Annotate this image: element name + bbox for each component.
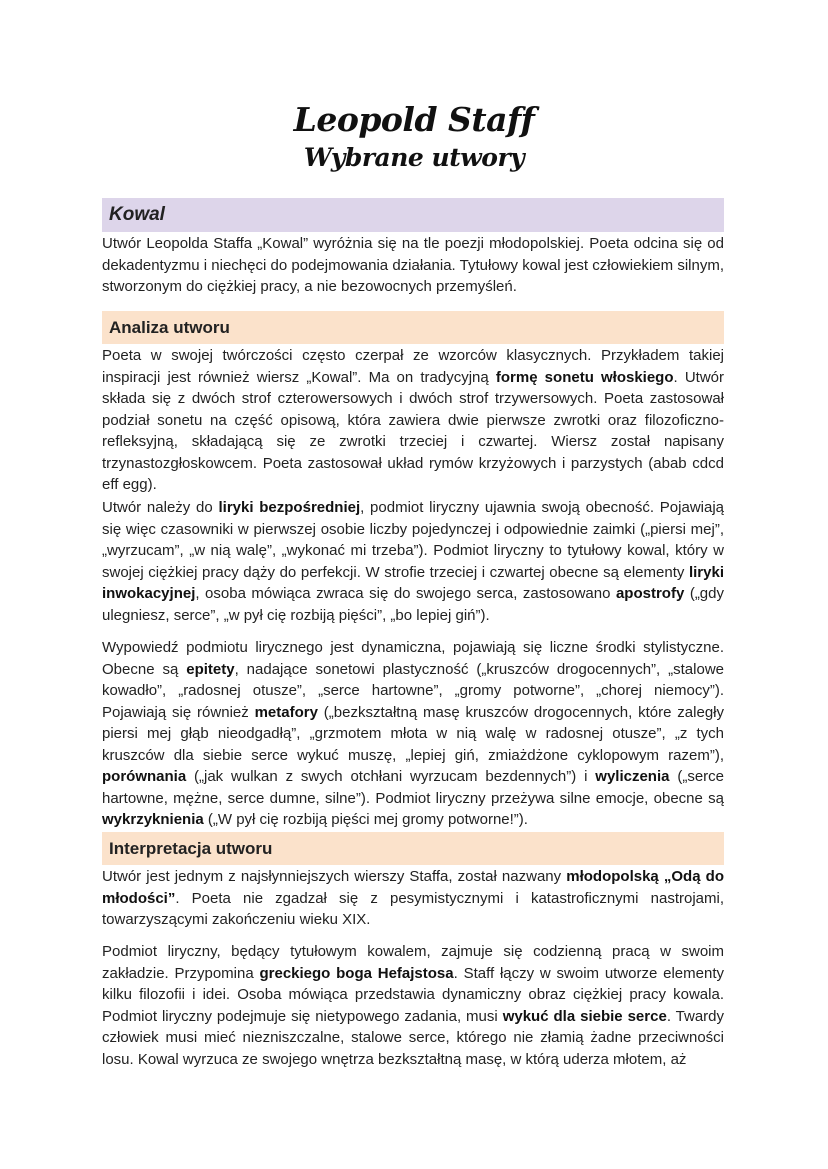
- term-porownania: porównania: [102, 768, 187, 785]
- section-heading-kowal: Kowal: [102, 198, 724, 232]
- term-liryka-bezposrednia: liryki bezpośredniej: [218, 499, 361, 516]
- term-hefajstos: greckiego boga Hefajstosa: [259, 964, 454, 982]
- interpretacja-paragraph-2: Podmiot liryczny, będący tytułowym kowalem, zajmuje się codzienną pracą w swoim zakładzie. Przypomina greckiego boga Hefajstosa. Staff łączy w swoim utworze elementy kilku filozofii i idei. Osoba mówiąca przedstawia dynamiczny obraz ciężkiej pracy kowala. Podmiot liryczny podejmuje się nietypowego zadania, musi wykuć dla siebie serce. Twardy człowiek musi mieć niezniszczalne, stalowe serce, którego nie złamią żadne przeciwności losu. Kowal wyrzuca ze swojego wnętrza bezkształtną masę, w którą uderza młotem, aż: [102, 943, 725, 1068]
- analiza-paragraph-2: Utwór należy do liryki bezpośredniej, podmiot liryczny ujawnia swoją obecność. Pojawiają się więc czasowniki w pierwszej osobie liczby pojedynczej i odpowiednie zaimki („piersi mej”, „wyrzucam”, „w nią walę”, „wykonać mi trzeba”). Podmiot liryczny to tytułowy kowal, który w swojej ciężkiej pracy dąży do perfekcji. W strofie trzeciej i czwartej obecne są elementy liryki inwokacyjnej, osoba mówiąca zwraca się do swojego serca, zastosowano apostrofy („gdy ulegniesz, serce”, „w pył cię rozbiją pięści”, „bo lepiej giń”).: [102, 499, 724, 624]
- analiza-paragraph-1: Poeta w swojej twórczości często czerpał ze wzorców klasycznych. Przykładem takiej inspiracji jest również wiersz „Kowal”. Ma on tradycyjną formę sonetu włoskiego. Utwór składa się z dwóch strof czterowersowych i dwóch strof trzywersowych. Poeta zastosował podział sonetu na część opisową, która zawiera dwie pierwsze zwrotki oraz filozoficzno-refleksyjną, składającą się ze zwrotki trzeciej i czwartej. Wiersz został napisany trzynastozgłoskowcem. Poeta zastosował układ rymów krzyżowych i parzystych (abab cdcd eff egg).: [102, 347, 724, 493]
- analiza-paragraph-3: Wypowiedź podmiotu lirycznego jest dynamiczna, pojawiają się liczne środki stylistyczne. Obecne są epitety, nadające sonetowi plastyczność („kruszców drogocennych”, „stalowe kowadło”, „radosnej otusze”, „serce hartowne”, „gromy potworne”, „chorej niemocy”). Pojawiają się również metafory („bezkształtną masę kruszców drogocennych, które zaległy piersi mej głąb nieodgadłą”, „grzmotem młota w nią walę w radosnej otusze”, „z tych kruszców dla siebie serce wykuć muszę, „lepiej giń, zmiażdżone cyklopowym razem”), porównania („jak wulkan z swych otchłani wyrzucam bezdennych”) i wyliczenia („serce hartowne, mężne, serce dumne, silne”). Podmiot liryczny przeżywa silne emocje, obecne są wykrzyknienia („W pył cię rozbiją pięści mej gromy potworne!”).: [102, 639, 725, 828]
- term-wykuc-serce: wykuć dla siebie serce: [502, 1007, 667, 1025]
- term-wyliczenia: wyliczenia: [595, 768, 670, 785]
- term-apostrofy: apostrofy: [615, 585, 685, 602]
- term-oda-do-mlodosci: młodopolską „Odą do młodości”: [102, 868, 724, 907]
- collection-subtitle: Wybrane utwory: [303, 143, 525, 172]
- interpretacja-paragraph-1: Utwór jest jednym z najsłynniejszych wierszy Staffa, został nazwany młodopolską „Odą do młodości”. Poeta nie zgadzał się z pesymistycznymi i katastroficznymi nastrojami, towarzyszącymi zakończeniu wieku XIX.: [102, 868, 724, 928]
- term-wykrzyknienia: wykrzyknienia: [102, 811, 204, 828]
- term-liryka-inwokacyjna: liryki inwokacyjnej: [102, 563, 724, 602]
- intro-paragraph: Utwór Leopolda Staffa „Kowal” wyróżnia się na tle poezji młodopolskiej. Poeta odcina się od dekadentyzmu i niechęci do podejmowania działania. Tytułowy kowal jest człowiekiem silnym, stworzonym do ciężkiej pracy, a nie bezowocnych przemyśleń.: [102, 235, 724, 295]
- section-heading-interpretacja: Interpretacja utworu: [102, 832, 724, 865]
- section-heading-analiza: Analiza utworu: [102, 311, 724, 344]
- term-forma-sonetu: formę sonetu włoskiego: [495, 368, 674, 386]
- author-title: Leopold Staff: [293, 100, 535, 139]
- term-metafory: metafory: [254, 703, 318, 721]
- term-epitety: epitety: [186, 660, 235, 678]
